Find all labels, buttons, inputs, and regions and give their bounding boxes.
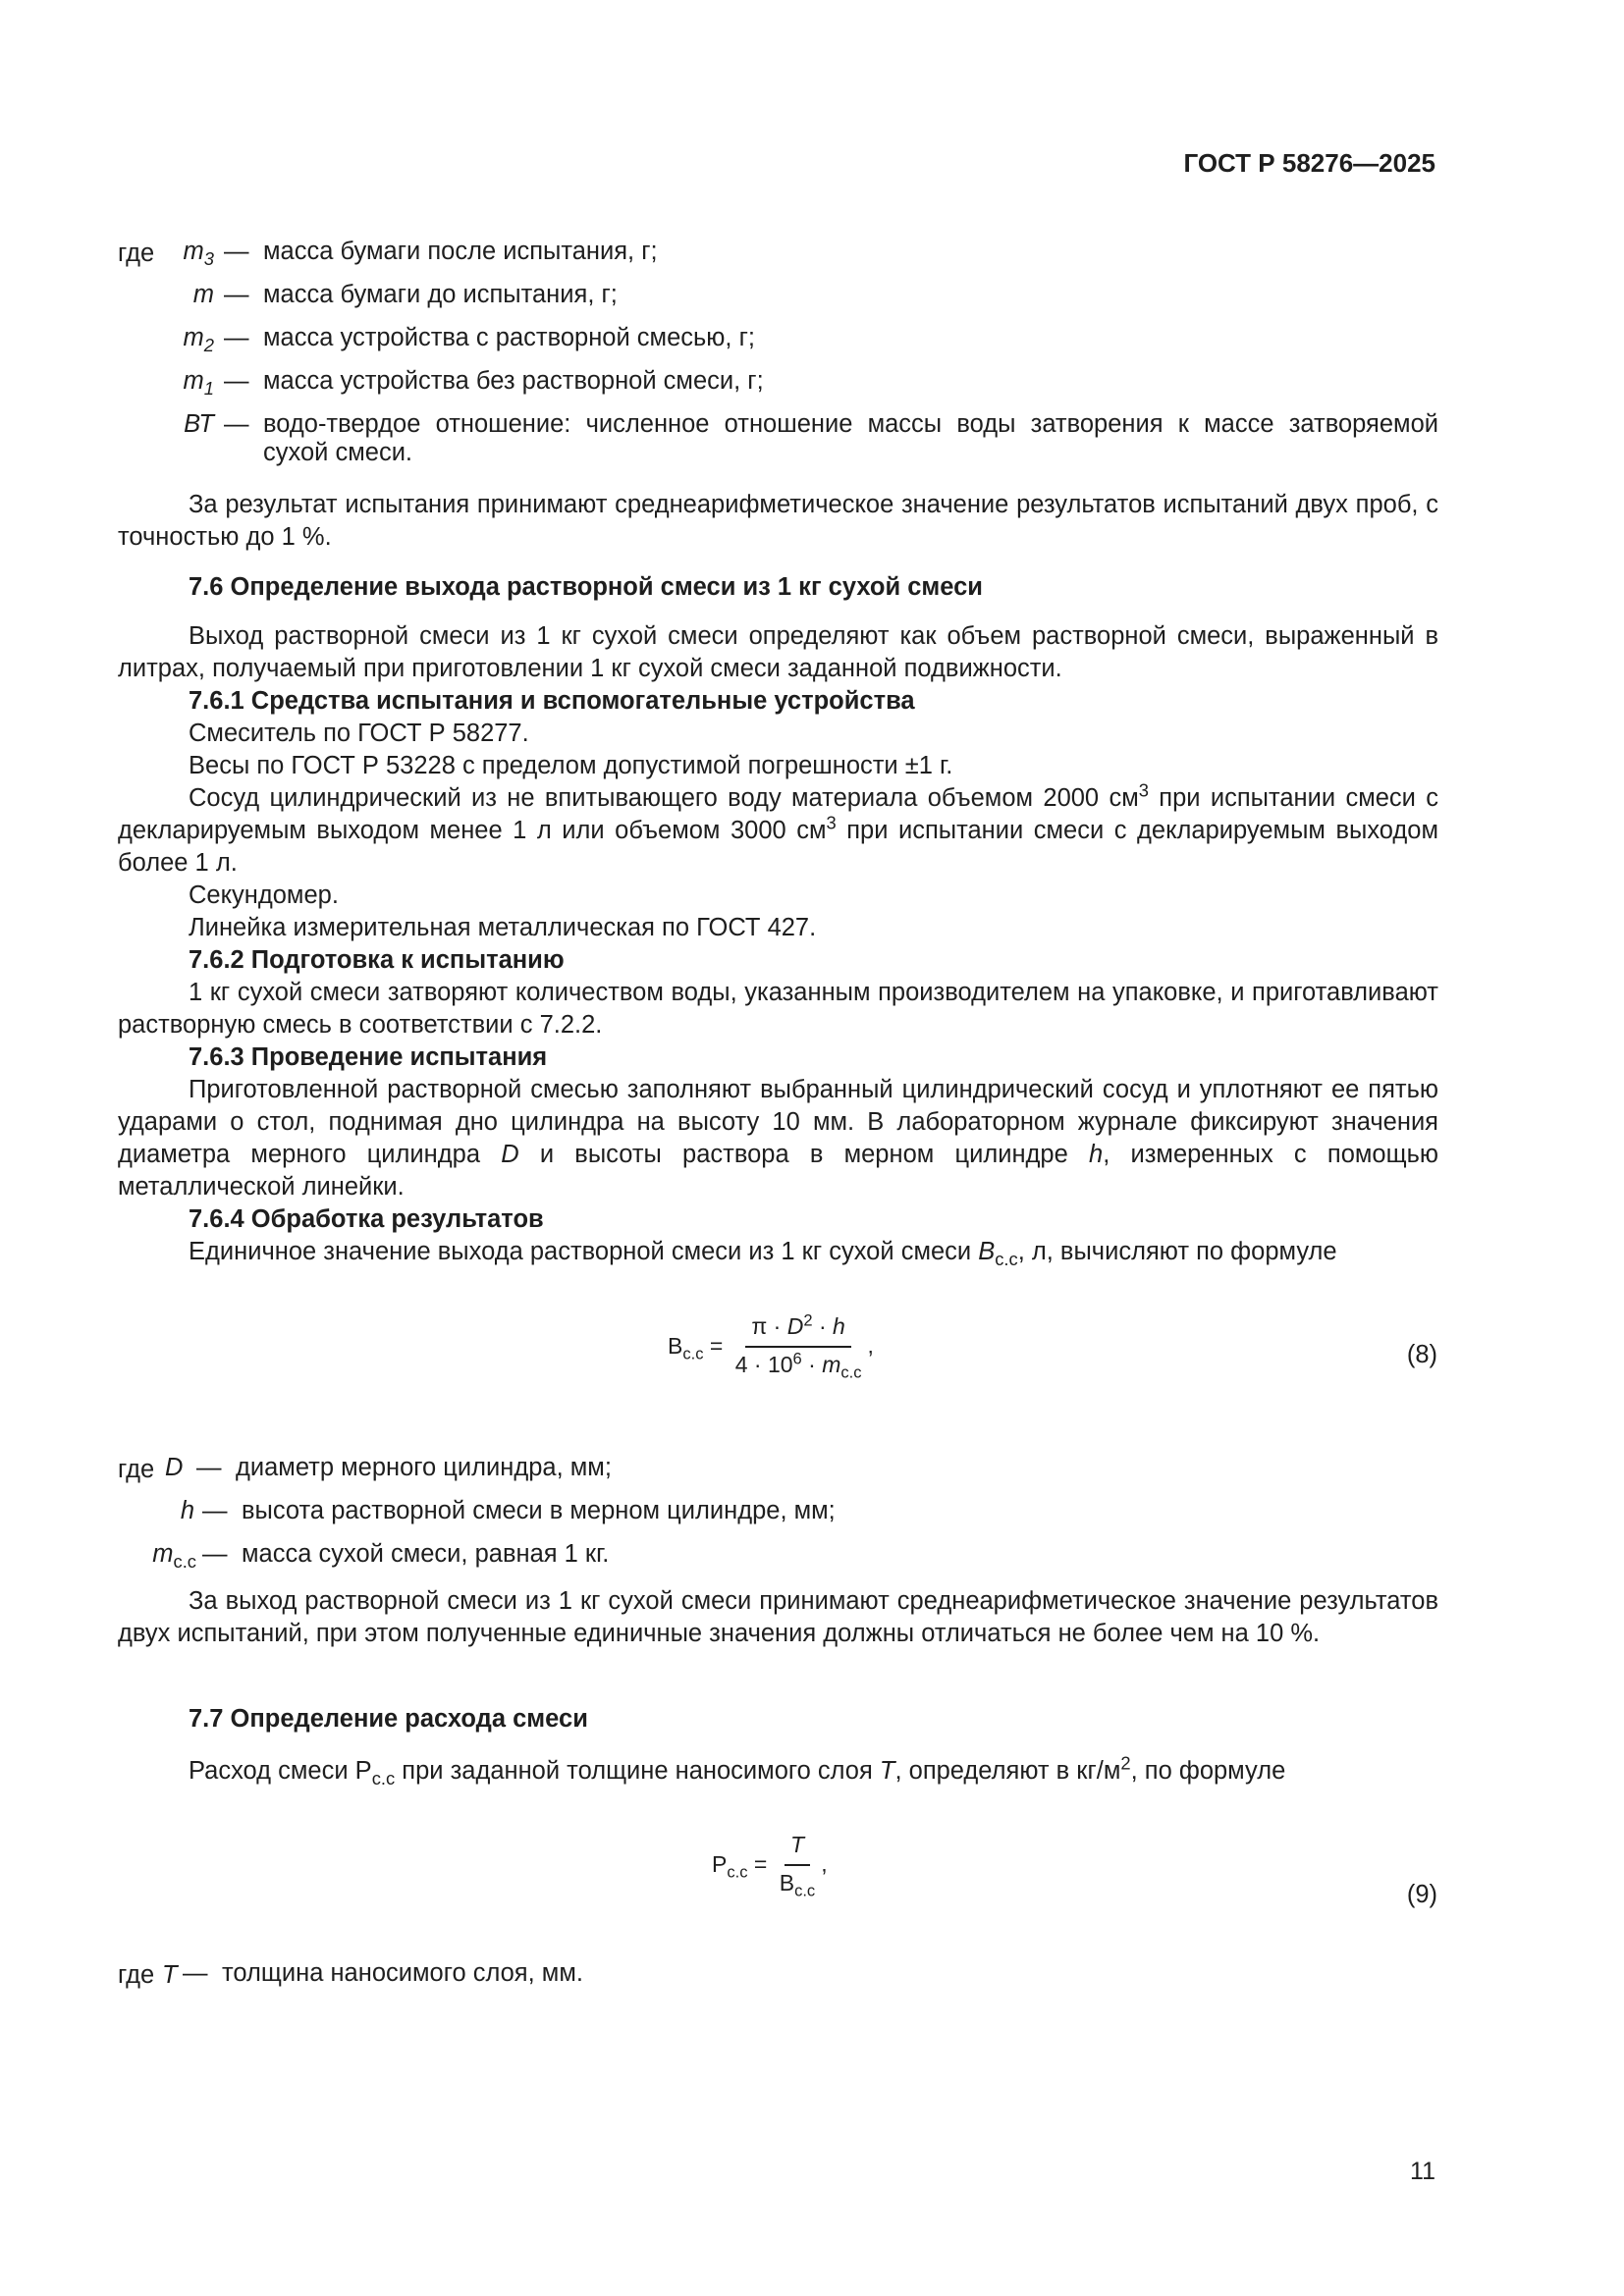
equation-number-9: (9) — [1406, 1881, 1437, 1908]
section-7-6-4-title: 7.6.4 Обработка результатов — [189, 1205, 544, 1233]
where-label: где — [118, 1456, 155, 1483]
definition-text: масса устройства с растворной смесью, г; — [263, 324, 755, 351]
symbol-m2: $m_2$ — [183, 324, 214, 356]
dash: — — [224, 238, 249, 265]
definition-text: высота растворной смеси в мерном цилиндре, мм; — [242, 1497, 836, 1524]
section-7-6-2-text: 1 кг сухой смеси затворяют количеством воды, указанным производителем на упаковке, и приготавливают растворную смесь в соответствии с 7.2.2. — [118, 979, 1438, 1039]
where-label: где — [118, 240, 155, 267]
dash: — — [224, 410, 249, 438]
ruler-item: Линейка измерительная металлическая по ГОСТ 427. — [189, 914, 817, 941]
definition-text: диаметр мерного цилиндра, мм; — [236, 1454, 612, 1481]
symbol-D: D — [165, 1454, 184, 1481]
symbol-h: h — [180, 1497, 194, 1524]
section-7-6-2-title: 7.6.2 Подготовка к испытанию — [189, 946, 565, 974]
section-7-6-title: 7.6 Определение выхода растворной смеси из 1 кг сухой смеси — [189, 573, 983, 601]
definition-text: масса бумаги до испытания, г; — [263, 281, 618, 308]
paragraph-result: За результат испытания принимают среднеарифметическое значение результатов испытаний двух проб, с точностью до 1 %. — [118, 491, 1438, 551]
section-7-6-1-title: 7.6.1 Средства испытания и вспомогательные устройства — [189, 687, 915, 715]
symbol-m3: $m_3$ — [183, 238, 214, 270]
dash: — — [224, 324, 249, 351]
section-7-6-intro: Выход растворной смеси из 1 кг сухой смеси определяют как объем растворной смеси, выраженный в литрах, получаемый при приготовлении 1 кг сухой смеси заданной подвижности. — [118, 622, 1438, 682]
page-number: 11 — [1410, 2158, 1435, 2185]
symbol-T: T — [162, 1961, 178, 1989]
definition-text: масса устройства без растворной смеси, г; — [263, 367, 764, 395]
symbol-m: m — [192, 281, 214, 308]
dash: — — [196, 1454, 222, 1481]
equation-number-8: (8) — [1406, 1341, 1437, 1368]
formula-9: $Р_{с.с}$ = $\frac{T}{В_{с.с}}$ , — [712, 1832, 828, 1900]
mixer-item: Смеситель по ГОСТ Р 58277. — [189, 720, 529, 747]
dash: — — [183, 1959, 208, 1987]
dash: — — [224, 367, 249, 395]
dash: — — [224, 281, 249, 308]
section-7-7-text: Расход смеси $Р_{с.с}$ при заданной толщине наносимого слоя T, определяют в $кг/м^2$, по формуле — [189, 1752, 1286, 1789]
section-7-7-title: 7.7 Определение расхода смеси — [189, 1705, 588, 1733]
definition-text: водо-твердое отношение: численное отношение массы воды затворения к массе затворяемой сухой смеси. — [263, 410, 1438, 466]
document-number: ГОСТ Р 58276—2025 — [1183, 148, 1435, 178]
definition-text: толщина наносимого слоя, мм. — [222, 1959, 583, 1987]
formula-8: $В_{с.с}$ = $\frac{\pi \cdot D^2 \cdot h}{4 \cdot 10^6 \cdot m_{с.с}}$ , — [668, 1310, 874, 1382]
stopwatch-item: Секундомер. — [189, 881, 339, 909]
section-7-6-3-text: Приготовленной растворной смесью заполняют выбранный цилиндрический сосуд и уплотняют ее пятью ударами о стол, поднимая дно цилиндра на высоту 10 мм. В лабораторном журнале фиксируют значения диаметра мерного цилиндра D и высоты раствора в мерном цилиндре h, измеренных с помощью металлической линейки. — [118, 1076, 1438, 1201]
where-label: где — [118, 1961, 155, 1989]
scales-item: Весы по ГОСТ Р 53228 с пределом допустимой погрешности ±1 г. — [189, 752, 953, 779]
dash: — — [202, 1540, 228, 1568]
symbol-m1: $m_1$ — [183, 367, 214, 400]
symbol-mcc: $m_{с.с}$ — [152, 1540, 196, 1573]
section-7-6-3-title: 7.6.3 Проведение испытания — [189, 1043, 548, 1071]
section-7-6-4-text: Единичное значение выхода растворной смеси из 1 кг сухой смеси $B_{с.с}$, л, вычисляют по формуле — [189, 1238, 1337, 1270]
definition-text: масса сухой смеси, равная 1 кг. — [242, 1540, 610, 1568]
dash: — — [202, 1497, 228, 1524]
definition-text: масса бумаги после испытания, г; — [263, 238, 658, 265]
paragraph-yield: За выход растворной смеси из 1 кг сухой смеси принимают среднеарифметическое значение результатов двух испытаний, при этом полученные единичные значения должны отличаться не более чем на 10 %. — [118, 1587, 1438, 1647]
symbol-vt: ВТ — [184, 410, 214, 438]
vessel-item: Сосуд цилиндрический из не впитывающего воду материала объемом 2000 $см^3$ при испытании смеси с декларируемым выходом менее 1 л или объемом 3000 $см^3$ при испытании смеси с декларируемым выходом более 1 л. — [118, 779, 1438, 877]
